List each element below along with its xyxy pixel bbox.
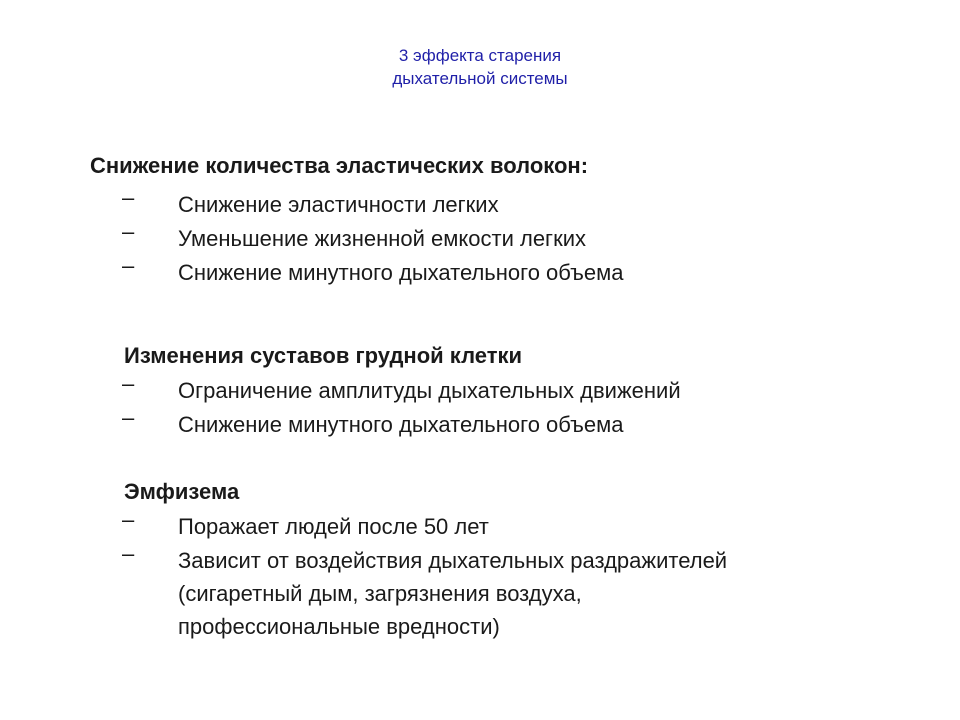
dash-bullet-icon: – (122, 405, 135, 430)
dash-bullet-icon: – (122, 541, 135, 566)
list-item-text: Ограничение амплитуды дыхательных движений (178, 378, 681, 403)
section-heading: Эмфизема (124, 479, 240, 504)
list-item-text: Снижение минутного дыхательного объема (178, 260, 624, 285)
list-item-text: Снижение эластичности легких (178, 192, 499, 217)
list-item-text: Уменьшение жизненной емкости легких (178, 226, 586, 251)
dash-bullet-icon: – (122, 371, 135, 396)
dash-bullet-icon: – (122, 507, 135, 532)
slide-title (0, 44, 960, 90)
slide-title-line-2: дыхательной системы (392, 69, 568, 88)
dash-bullet-icon: – (122, 253, 135, 278)
list-item-text: Снижение минутного дыхательного объема (178, 412, 624, 437)
slide-title-line-1: 3 эффекта старения (398, 46, 562, 65)
section-heading: Снижение количества эластических волокон: (90, 153, 589, 178)
list-item-text: Поражает людей после 50 лет (178, 514, 489, 539)
dash-bullet-icon: – (122, 219, 135, 244)
list-item-text: Зависит от воздействия дыхательных раздражителей (сигаретный дым, загрязнения воздуха, профессиональные вредности) (178, 548, 728, 639)
dash-bullet-icon: – (122, 185, 135, 210)
section-heading: Изменения суставов грудной клетки (124, 343, 523, 368)
